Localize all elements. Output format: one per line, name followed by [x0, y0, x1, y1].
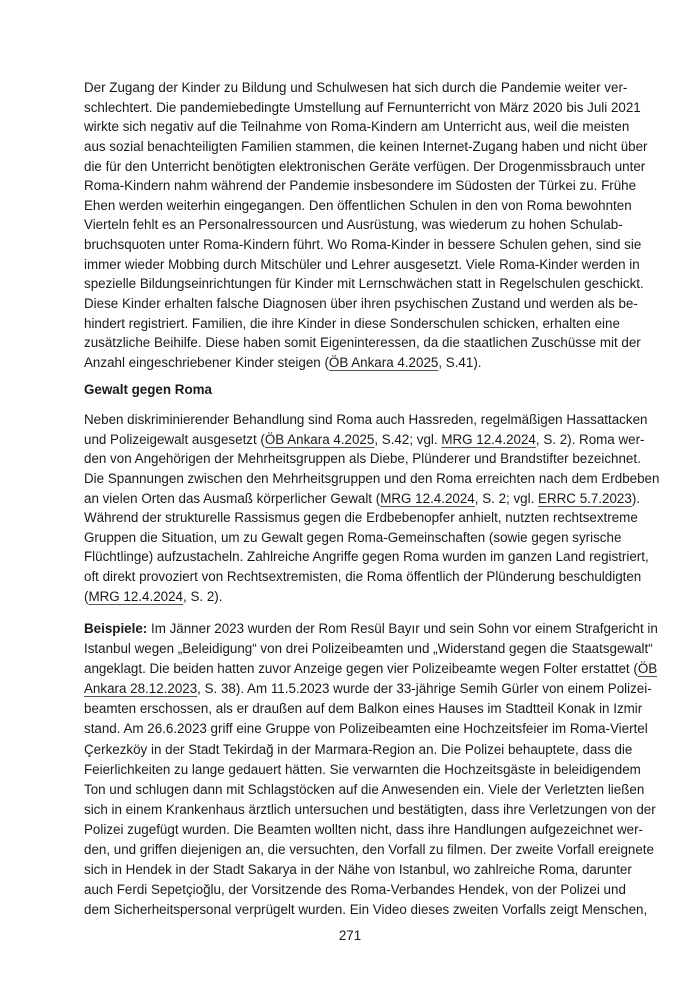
text-line — [84, 679, 652, 699]
text-segment: beamten erschossen, als er draußen auf dem Balkon eines Hauses im Stadtteil Konak in Izmir — [84, 701, 643, 717]
text-line — [84, 489, 641, 509]
text-line — [84, 410, 648, 430]
text-segment: den, und griffen diejenigen an, die versuchten, den Vorfall zu filmen. Der zweite Vorfall ereignete — [84, 842, 654, 858]
text-segment: Im Jänner 2023 wurden der Rom Resül Bayır und sein Sohn vor einem Strafgericht in — [147, 621, 658, 636]
text-line — [84, 215, 623, 235]
text-line — [84, 880, 626, 900]
text-segment: angeklagt. Die beiden hatten zuvor Anzeige gegen vier Polizeibeamte wegen Folter erstattet ( — [84, 661, 638, 677]
text-segment: sich in einem Krankenhaus ärztlich untersuchen und bestätigten, dass ihre Verletzungen von der — [84, 801, 656, 817]
text-segment: Polizei zugefügt wurden. Die Beamten wollten nicht, dass ihre Handlungen aufgezeichnet wer- — [84, 821, 644, 837]
text-line — [84, 528, 622, 548]
source-link[interactable]: ERRC 5.7.2023 — [538, 490, 632, 506]
text-line — [84, 619, 658, 639]
text-segment: dem Sicherheitspersonal verprügelt wurden. Ein Video dieses zweiten Vorfalls zeigt Menschen, — [84, 902, 648, 918]
text-line — [84, 900, 648, 920]
text-line — [84, 353, 617, 373]
text-line — [84, 449, 641, 469]
text-segment: bruchsquoten unter Roma-Kindern führt. Wo Roma-Kinder in bessere Schulen gehen, sind sie — [84, 237, 642, 253]
text-segment: Flüchtlinge) aufzustacheln. Zahlreiche Angriffe gegen Roma wurden im ganzen Land registriert, — [84, 549, 649, 565]
text-segment: Roma-Kindern nahm während der Pandemie insbesondere im Südosten der Türkei zu. Frühe — [84, 178, 637, 194]
text-segment: Feierlichkeiten zu lange gedauert hätten. Sie verwarnten die Hochzeitsgäste in beleidigendem — [84, 761, 641, 777]
text-segment: schlechtert. Die pandemiebedingte Umstellung auf Fernunterricht von März 2020 bis Juli 2021 — [84, 99, 641, 115]
text-segment: auch Ferdi Sepetçioğlu, der Vorsitzende des Roma-Verbandes Hendek, von der Polizei und — [84, 882, 626, 898]
text-segment: Diese Kinder erhalten falsche Diagnosen über ihren psychischen Zustand und werden als be- — [84, 296, 638, 312]
text-line — [84, 333, 641, 353]
text-line — [84, 659, 658, 679]
paragraph-violence — [84, 410, 660, 606]
text-segment: und Polizeigewalt ausgesetzt ( — [84, 431, 265, 447]
text-line — [84, 176, 637, 196]
text-segment: immer wieder Mobbing durch Mitschüler und Lehrer ausgesetzt. Viele Roma-Kinder werden in — [84, 256, 640, 272]
text-segment: zusätzliche Beihilfe. Diese haben somit Eigeninteressen, da die staatlichen Zuschüsse mit der — [84, 335, 641, 351]
text-segment: wirkte sich negativ auf die Teilnahme von Roma-Kindern am Unterricht aus, weil die meisten — [84, 119, 630, 135]
text-line — [84, 840, 654, 860]
text-line — [84, 235, 642, 255]
text-segment: hindert registriert. Familien, die ihre Kinder in diese Sonderschulen schicken, erhalten eine — [84, 315, 620, 331]
section-heading: Gewalt gegen Roma — [84, 382, 212, 397]
text-line — [84, 430, 645, 450]
text-segment: Anzahl eingeschriebener Kinder steigen ( — [84, 354, 329, 370]
source-link[interactable]: ÖB Ankara 4.2025 — [328, 354, 439, 370]
text-segment: Die Spannungen zwischen den Mehrheitsgruppen und den Roma erreichten nach dem Erdbeben — [84, 470, 660, 486]
text-line — [84, 587, 617, 607]
paragraph-education — [84, 78, 648, 373]
text-segment: spezielle Bildungseinrichtungen für Kinder mit Lernschwächen statt in Regelschulen geschickt. — [84, 276, 644, 292]
source-link[interactable]: ÖB Ankara 4.2025 — [264, 431, 375, 447]
source-link[interactable]: ÖB — [637, 661, 658, 677]
text-line — [84, 196, 632, 216]
text-segment: an vielen Orten das Ausmaß körperlicher Gewalt ( — [84, 490, 381, 506]
text-line — [84, 860, 632, 880]
text-segment: Neben diskriminierender Behandlung sind Roma auch Hassreden, regelmäßigen Hassattacken — [84, 412, 648, 427]
text-line — [84, 98, 641, 118]
text-line — [84, 137, 648, 157]
text-segment: Ton und schlugen dann mit Schlagstöcken auf die Anwesenden ein. Viele der Verletzten ließen — [84, 781, 645, 797]
page-number: 271 — [338, 928, 362, 943]
text-line — [84, 469, 660, 489]
text-line — [84, 547, 649, 567]
text-segment: Während der strukturelle Rassismus gegen die Erdbebenopfer anhielt, nutzten rechtsextreme — [84, 510, 638, 526]
text-segment: Gruppen die Situation, um zu Gewalt gegen Roma-Gemeinschaften (sowie gegen syrische — [84, 529, 622, 545]
source-link[interactable]: MRG 12.4.2024 — [441, 431, 536, 447]
text-line — [84, 294, 638, 314]
text-line — [84, 117, 630, 137]
paragraph-examples — [84, 619, 658, 920]
text-segment: oft direkt provoziert von Rechtsextremisten, die Roma öffentlich der Plünderung beschuldigten — [84, 569, 642, 585]
text-line — [84, 740, 633, 760]
text-line — [84, 780, 645, 800]
text-segment: , S. 2). Roma wer- — [535, 431, 645, 447]
text-line — [84, 567, 642, 587]
text-segment: stand. Am 26.6.2023 griff eine Gruppe von Polizeibeamten eine Hochzeitsfeier im Roma-Viertel — [84, 721, 648, 737]
text-segment: , S. 2; vgl. — [474, 490, 539, 506]
text-segment: die für den Unterricht benötigten elektronischen Geräte verfügen. Der Drogenmissbrauch unter — [84, 158, 646, 174]
text-segment: Vierteln fehlt es an Personalressourcen und Ausrüstung, was wiederum zu hohen Schulab- — [84, 217, 623, 233]
text-segment: den von Angehörigen der Mehrheitsgruppen als Diebe, Plünderer und Brandstifter bezeichnet. — [84, 451, 641, 467]
text-segment: aus sozial benachteiligten Familien stammen, die keinen Internet-Zugang haben und nicht über — [84, 138, 648, 154]
text-segment: , S. 2). — [183, 588, 223, 604]
text-line — [84, 157, 646, 177]
text-segment: , S.41). — [438, 354, 482, 370]
text-segment: Çerkezköy in der Stadt Tekirdağ in der Marmara-Region an. Die Polizei behauptete, dass die — [84, 741, 633, 757]
text-line — [84, 760, 641, 780]
source-link[interactable]: MRG 12.4.2024 — [380, 490, 475, 506]
text-segment: sich in Hendek in der Stadt Sakarya in der Nähe von Istanbul, wo zahlreiche Roma, darunter — [84, 862, 632, 878]
text-segment: Der Zugang der Kinder zu Bildung und Schulwesen hat sich durch die Pandemie weiter ver- — [84, 80, 628, 95]
text-line — [84, 699, 643, 719]
source-link[interactable]: Ankara 28.12.2023 — [84, 681, 198, 697]
text-line — [84, 314, 620, 334]
text-segment: Istanbul wegen „Beleidigung“ von drei Polizeibeamten und „Widerstand gegen die Staatsgewalt“ — [84, 641, 653, 657]
text-line — [84, 820, 644, 840]
text-line — [84, 800, 656, 820]
text-line — [84, 274, 644, 294]
text-segment: Ehen werden weiterhin eingegangen. Den öffentlichen Schulen in den von Roma bewohnten — [84, 197, 632, 213]
text-segment: , S. 38). Am 11.5.2023 wurde der 33-jährige Semih Gürler von einem Polizei- — [197, 681, 652, 697]
text-line — [84, 255, 640, 275]
text-line — [84, 508, 638, 528]
text-segment: , S.42; vgl. — [374, 431, 442, 447]
text-line — [84, 719, 648, 739]
bold-label: Beispiele: — [84, 621, 148, 636]
text-line — [84, 78, 628, 98]
source-link[interactable]: MRG 12.4.2024 — [88, 588, 184, 604]
text-line — [84, 639, 653, 659]
text-segment: ). — [631, 490, 641, 506]
text-segment: ( — [84, 588, 89, 604]
